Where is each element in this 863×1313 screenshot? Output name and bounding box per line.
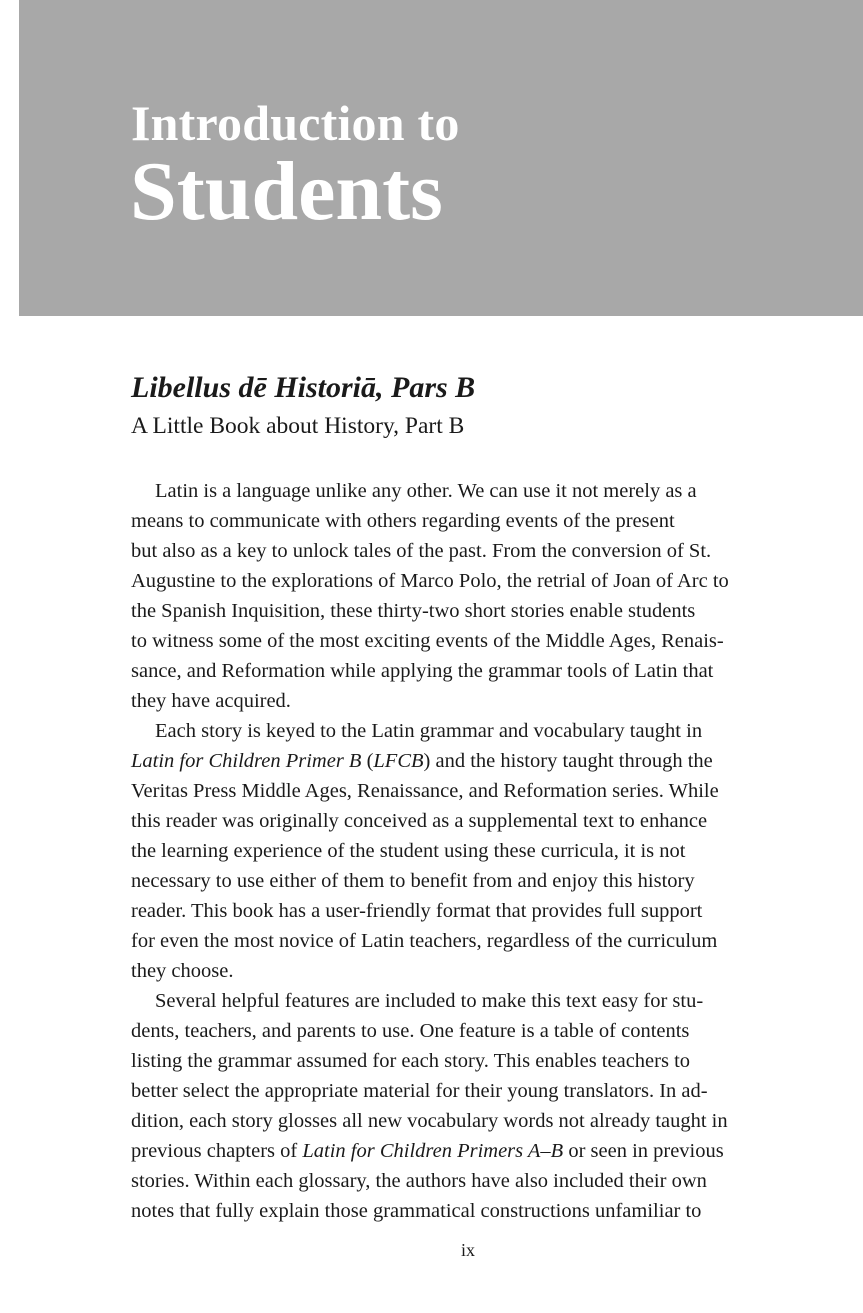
paragraph-1: [131, 476, 801, 716]
text-line: this reader was originally conceived as a supplemental text to enhance: [131, 810, 708, 832]
book-reference: Latin for Children Primers A–B: [302, 1140, 564, 1162]
text-line: Augustine to the explorations of Marco Polo, the retrial of Joan of Arc to: [131, 570, 729, 592]
text-run: ) and the history taught through the: [423, 750, 713, 772]
text-line: better select the appropriate material for their young translators. In ad-: [131, 1080, 708, 1102]
paragraph-2: [131, 716, 801, 986]
text-line: reader. This book has a user-friendly format that provides full support: [131, 900, 703, 922]
chapter-title-line-2: Students: [130, 145, 443, 238]
text-line: but also as a key to unlock tales of the past. From the conversion of St.: [131, 540, 712, 562]
book-subtitle: A Little Book about History, Part B: [131, 413, 465, 439]
text-line: dition, each story glosses all new vocabulary words not already taught in: [131, 1110, 728, 1132]
text-line: Several helpful features are included to make this text easy for stu-: [155, 990, 704, 1012]
text-line: to witness some of the most exciting events of the Middle Ages, Renais-: [131, 630, 724, 652]
text-line: dents, teachers, and parents to use. One feature is a table of contents: [131, 1020, 690, 1042]
text-run: (: [361, 750, 374, 772]
text-line: notes that fully explain those grammatical constructions unfamiliar to: [131, 1200, 702, 1222]
text-line: Latin is a language unlike any other. We can use it not merely as a: [155, 480, 697, 502]
text-line: Veritas Press Middle Ages, Renaissance, and Reformation series. While: [131, 780, 719, 802]
text-line: the learning experience of the student using these curricula, it is not: [131, 840, 686, 862]
text-line: necessary to use either of them to benefit from and enjoy this history: [131, 870, 695, 892]
book-title: Libellus dē Historiā, Pars B: [131, 371, 476, 404]
text-run: or seen in previous: [563, 1140, 724, 1162]
text-line: Each story is keyed to the Latin grammar and vocabulary taught in: [155, 720, 703, 742]
text-line-mixed: [131, 746, 801, 776]
book-abbreviation: LFCB: [373, 750, 424, 772]
text-line-mixed: [131, 1136, 801, 1166]
body-text: [131, 476, 801, 1226]
book-reference: Latin for Children Primer B: [131, 750, 362, 772]
text-line: sance, and Reformation while applying the grammar tools of Latin that: [131, 660, 714, 682]
paragraph-3: [131, 986, 801, 1226]
text-line: means to communicate with others regarding events of the present: [131, 510, 675, 532]
text-line: the Spanish Inquisition, these thirty-two short stories enable students: [131, 600, 696, 622]
chapter-title-line-1: Introduction to: [131, 95, 460, 151]
text-run: previous chapters of: [131, 1140, 303, 1162]
text-line: stories. Within each glossary, the authors have also included their own: [131, 1170, 707, 1192]
page-number: ix: [460, 1240, 475, 1260]
text-line: they choose.: [131, 960, 234, 982]
text-line: they have acquired.: [131, 690, 291, 712]
text-line: listing the grammar assumed for each story. This enables teachers to: [131, 1050, 691, 1072]
text-line: for even the most novice of Latin teachers, regardless of the curriculum: [131, 930, 718, 952]
